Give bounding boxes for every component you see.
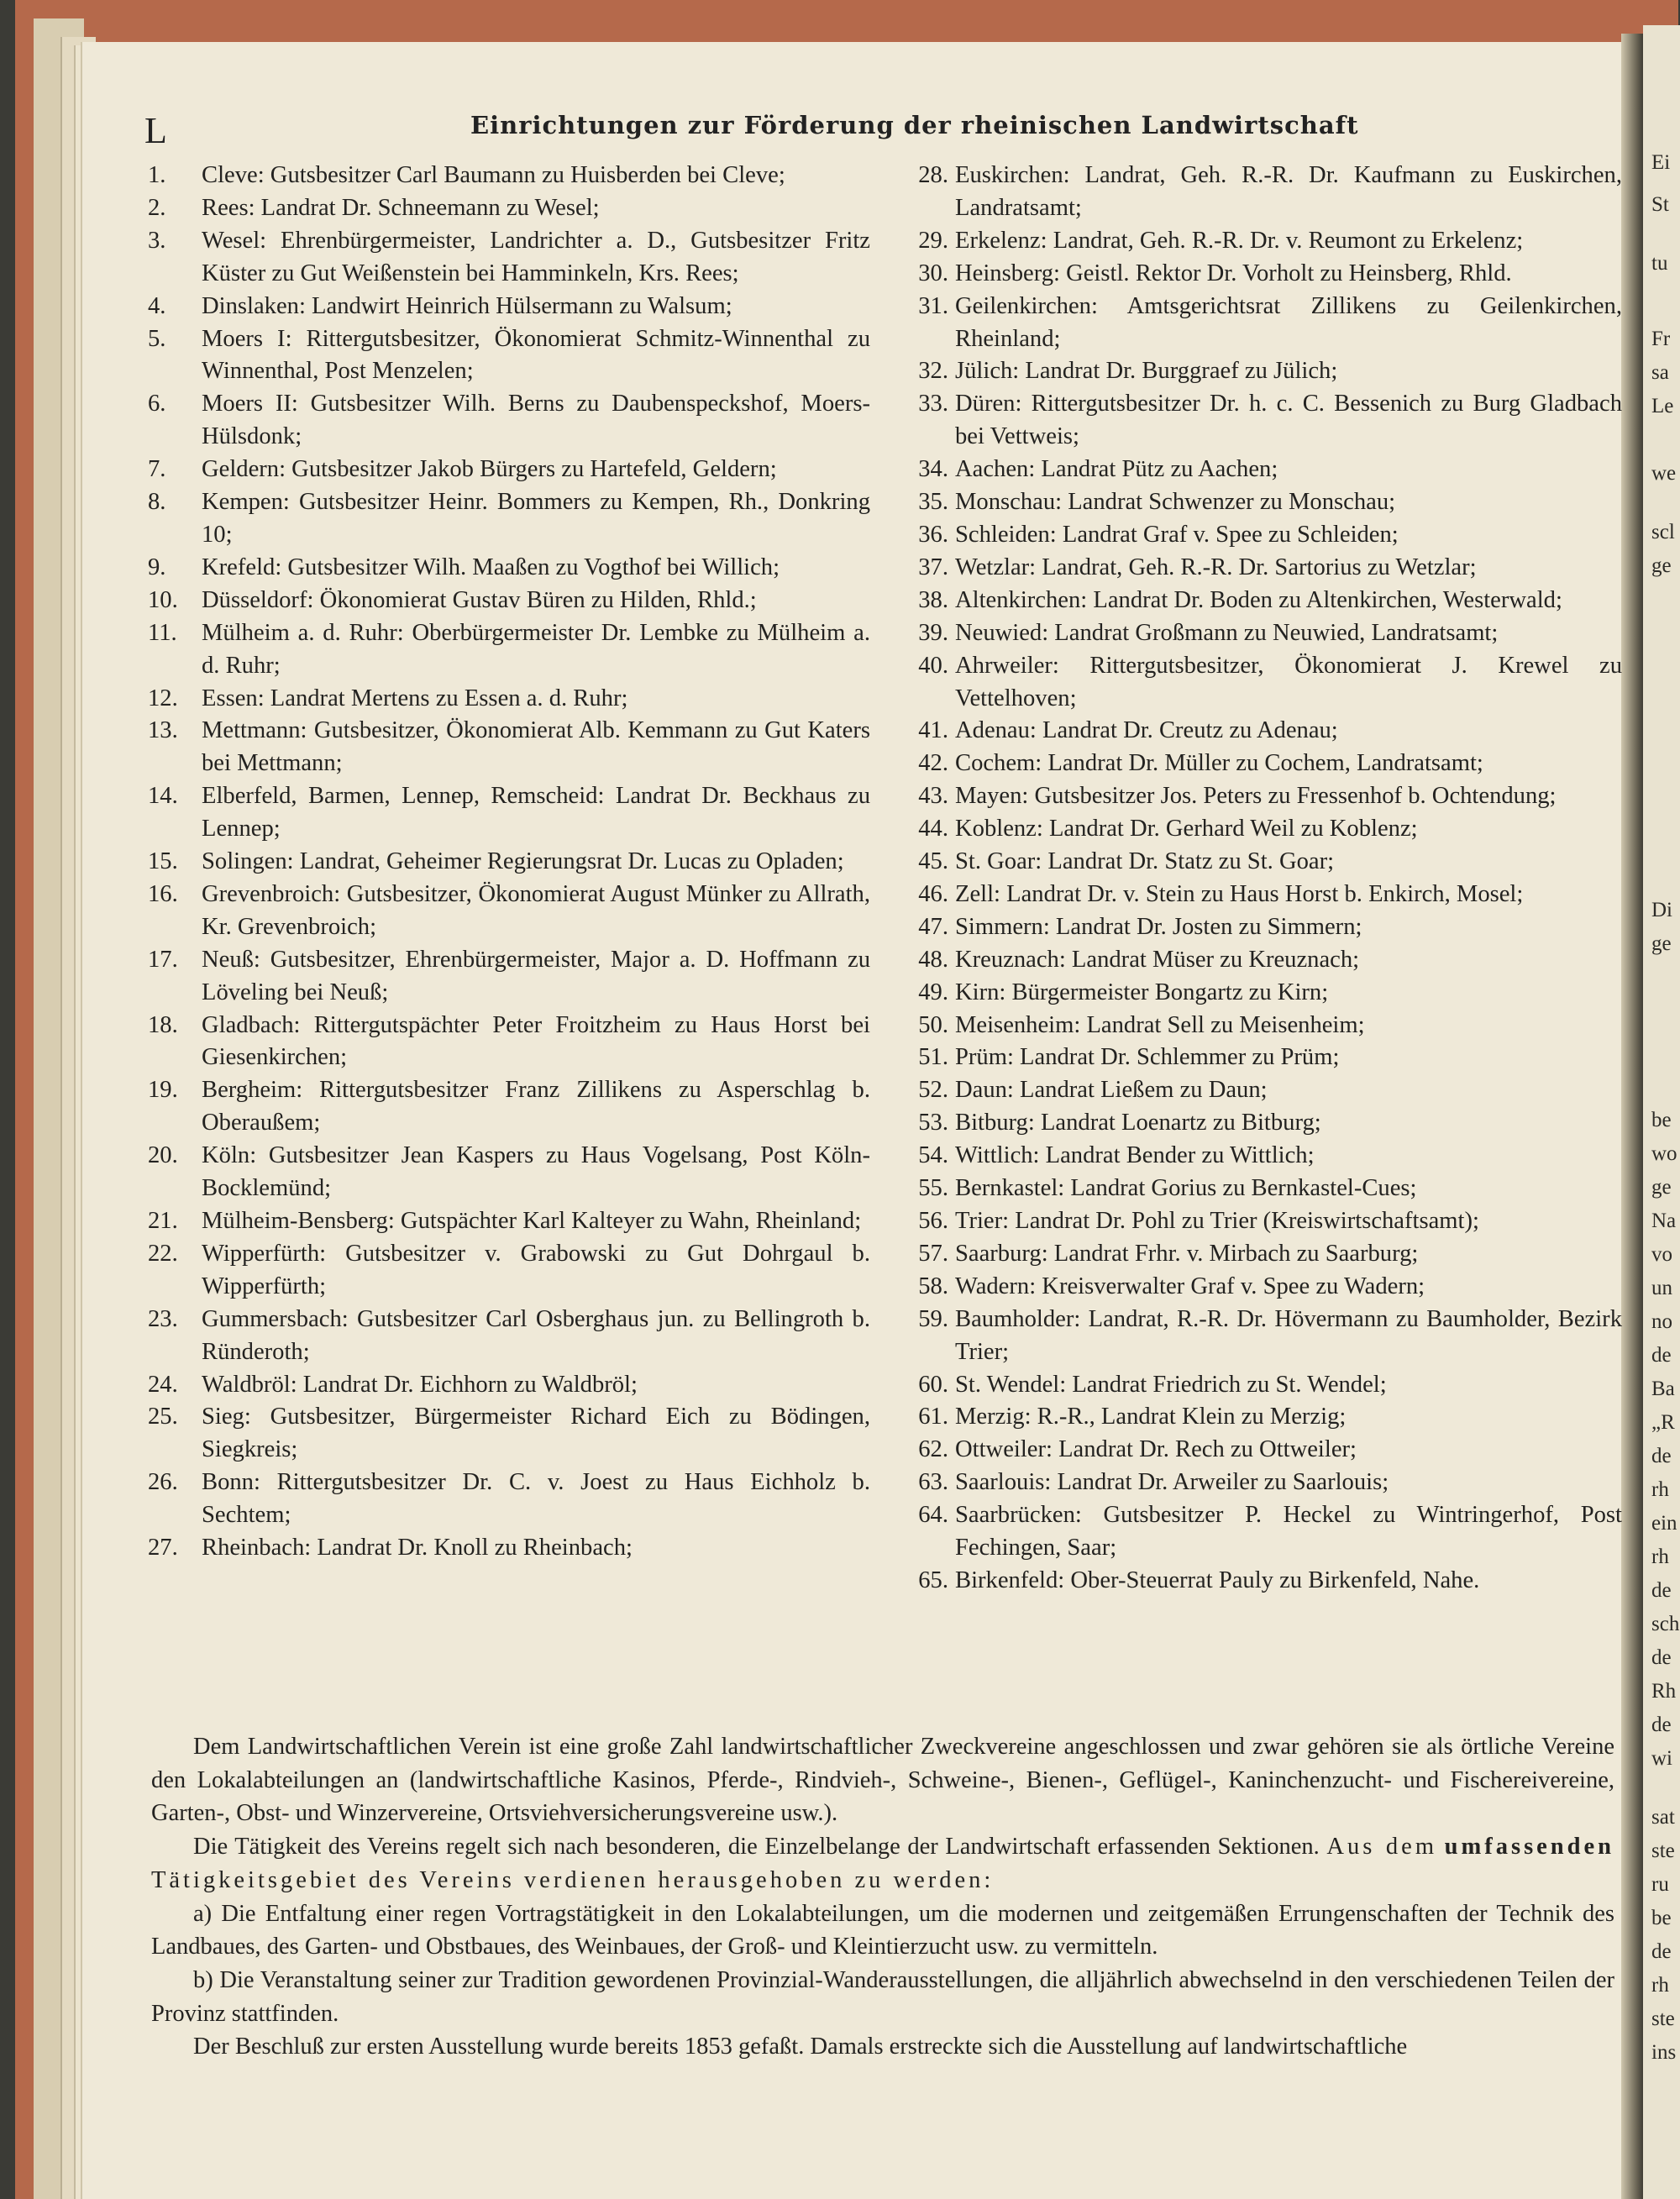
list-item-number: 11. — [148, 619, 177, 646]
list-item-number: 23. — [148, 1305, 178, 1332]
list-item-text: Kirn: Bürgermeister Bongartz zu Kirn; — [955, 979, 1329, 1005]
list-item — [901, 585, 1622, 617]
list-item-text: Solingen: Landrat, Geheimer Regierungsrat Dr. Lucas zu Opladen; — [202, 848, 844, 875]
list-item-text: Zell: Landrat Dr. v. Stein zu Haus Horst b. Enkirch, Mosel; — [955, 880, 1524, 907]
list-item-text: St. Wendel: Landrat Friedrich zu St. Wendel; — [955, 1371, 1387, 1398]
paragraph: Der Beschluß zur ersten Ausstellung wurde bereits 1853 gefaßt. Damals erstreckte sich die Ausstellung auf landwirtschaftliche — [193, 2034, 1408, 2060]
list-item-number: 55. — [918, 1175, 948, 1202]
list-item-number: 3. — [148, 227, 166, 254]
list-item — [901, 258, 1622, 291]
list-item — [901, 1173, 1622, 1205]
list-item-number: 30. — [918, 260, 948, 286]
list-item-text: Mettmann: Gutsbesitzer, Ökonomierat Alb. Kemmann zu Gut Katers bei Mettmann; — [202, 717, 870, 777]
list-item-text: Ottweiler: Landrat Dr. Rech zu Ottweiler; — [955, 1436, 1357, 1463]
list-item-number: 65. — [918, 1567, 948, 1593]
list-item-number: 51. — [918, 1044, 948, 1071]
facing-page-fragment: ge — [1651, 1176, 1672, 1199]
list-item — [148, 388, 870, 454]
list-item — [148, 585, 870, 617]
list-item-number: 54. — [918, 1142, 948, 1169]
facing-page-fragment: Ba — [1651, 1378, 1675, 1400]
list-item-text: Mülheim a. d. Ruhr: Oberbürgermeister Dr. Lembke zu Mülheim a. d. Ruhr; — [202, 619, 870, 679]
list-item — [148, 1401, 870, 1467]
list-item-number: 31. — [918, 292, 948, 319]
list-item — [901, 552, 1622, 585]
list-item — [148, 1238, 870, 1304]
facing-page-fragment: no — [1651, 1310, 1672, 1333]
list-item — [901, 1467, 1622, 1499]
list-item-number: 63. — [918, 1469, 948, 1496]
list-item-text: Heinsberg: Geistl. Rektor Dr. Vorholt zu Heinsberg, Rhld. — [955, 260, 1512, 286]
facing-page-fragment: be — [1651, 1907, 1672, 1929]
page-number: L — [144, 110, 167, 151]
list-item-text: Baumholder: Landrat, R.-R. Dr. Hövermann zu Baumholder, Bezirk Trier; — [955, 1305, 1622, 1365]
list-item-text: Koblenz: Landrat Dr. Gerhard Weil zu Koblenz; — [955, 816, 1418, 842]
list-item — [901, 1107, 1622, 1140]
list-item-text: Birkenfeld: Ober-Steuerrat Pauly zu Birkenfeld, Nahe. — [955, 1567, 1480, 1593]
list-item-text: Gummersbach: Gutsbesitzer Carl Osberghaus jun. zu Bellingroth b. Ründeroth; — [202, 1305, 870, 1365]
list-item-number: 8. — [148, 489, 166, 516]
list-item-number: 57. — [918, 1240, 948, 1267]
list-item-number: 64. — [918, 1502, 948, 1529]
list-item-text: St. Goar: Landrat Dr. Statz zu St. Goar; — [955, 848, 1335, 875]
facing-page-fragment: de — [1651, 1579, 1672, 1602]
list-item — [148, 1304, 870, 1369]
facing-page-fragment: Ei — [1651, 151, 1671, 174]
list-item — [901, 748, 1622, 780]
list-item-text: Euskirchen: Landrat, Geh. R.-R. Dr. Kaufmann zu Euskirchen, Landratsamt; — [955, 162, 1622, 221]
list-item — [901, 1434, 1622, 1467]
facing-page-fragment: sa — [1651, 361, 1669, 384]
list-item-text: Bernkastel: Landrat Gorius zu Bernkastel-Cues; — [955, 1175, 1417, 1202]
list-item-text: Rheinbach: Landrat Dr. Knoll zu Rheinbach; — [202, 1535, 633, 1561]
list-item — [148, 454, 870, 486]
list-item — [148, 1205, 870, 1238]
list-item-number: 6. — [148, 391, 166, 417]
list-item — [901, 879, 1622, 911]
list-item — [901, 944, 1622, 977]
list-item — [148, 160, 870, 192]
list-item-text: Kreuznach: Landrat Müser zu Kreuznach; — [955, 946, 1360, 973]
list-item — [901, 1074, 1622, 1107]
list-item-number: 34. — [918, 456, 948, 483]
paragraph: Dem Landwirtschaftlichen Verein ist eine große Zahl landwirtschaftlicher Zweckvereine angeschlossen und zwar gehören sie als örtliche Vereine den Lokalabteilungen an (landwirtschaftliche Kasinos, Pferde-, Rindvieh-, Schweine-, Bienen-, Geflügel-, Kaninchenzucht- und Fischereivereine, Garten-, Obst- und Winzervereine, Ortsviehversicherungsvereine usw.). — [151, 1734, 1614, 1827]
facing-page-fragment: sch — [1651, 1613, 1680, 1635]
list-item-text: Altenkirchen: Landrat Dr. Boden zu Altenkirchen, Westerwald; — [955, 586, 1562, 613]
list-item — [148, 1140, 870, 1205]
list-item — [148, 1532, 870, 1565]
list-item-text: Dinslaken: Landwirt Heinrich Hülsermann zu Walsum; — [202, 292, 732, 319]
list-item-number: 13. — [148, 717, 178, 744]
list-item-text: Adenau: Landrat Dr. Creutz zu Adenau; — [955, 717, 1338, 744]
list-item — [901, 225, 1622, 258]
list-item-number: 35. — [918, 489, 948, 516]
list-item — [901, 1205, 1622, 1238]
list-item-text: Erkelenz: Landrat, Geh. R.-R. Dr. v. Reumont zu Erkelenz; — [955, 227, 1524, 254]
list-item-number: 38. — [918, 586, 948, 613]
list-item-number: 32. — [918, 358, 948, 385]
list-item-number: 59. — [918, 1305, 948, 1332]
facing-page-fragment: Di — [1651, 899, 1672, 921]
list-item — [148, 879, 870, 944]
list-item-text: Mayen: Gutsbesitzer Jos. Peters zu Fressenhof b. Ochtendung; — [955, 783, 1557, 810]
facing-page-fragment: Rh — [1651, 1680, 1677, 1703]
list-item-number: 15. — [148, 848, 178, 875]
list-item — [901, 355, 1622, 388]
list-item — [901, 1401, 1622, 1434]
list-item — [148, 846, 870, 879]
list-item — [148, 1369, 870, 1402]
list-item-number: 24. — [148, 1371, 178, 1398]
list-item-number: 20. — [148, 1142, 178, 1169]
list-item-number: 4. — [148, 292, 166, 319]
facing-page-fragment: de — [1651, 1646, 1672, 1669]
body-text — [151, 1730, 1614, 2064]
list-item-number: 61. — [918, 1404, 948, 1430]
list-item-number: 52. — [918, 1077, 948, 1104]
list-item-text: Geilenkirchen: Amtsgerichtsrat Zillikens zu Geilenkirchen, Rheinland; — [955, 292, 1622, 352]
list-item-text: Geldern: Gutsbesitzer Jakob Bürgers zu Hartefeld, Geldern; — [202, 456, 777, 483]
list-item-text: Wittlich: Landrat Bender zu Wittlich; — [955, 1142, 1315, 1169]
facing-page-fragment: de — [1651, 1445, 1672, 1467]
facing-page-fragment: rh — [1651, 1546, 1669, 1568]
list-item-number: 33. — [918, 391, 948, 417]
list-item — [901, 650, 1622, 716]
list-item-text: Moers II: Gutsbesitzer Wilh. Berns zu Daubenspeckshof, Moers-Hülsdonk; — [202, 391, 870, 450]
list-item-number: 62. — [918, 1436, 948, 1463]
list-item-text: Bitburg: Landrat Loenartz zu Bitburg; — [955, 1110, 1321, 1136]
list-item — [148, 192, 870, 225]
facing-page-fragment: rh — [1651, 1478, 1669, 1501]
list-item-number: 49. — [918, 979, 948, 1005]
list-item — [901, 1042, 1622, 1074]
list-item — [901, 486, 1622, 519]
list-item-text: Meisenheim: Landrat Sell zu Meisenheim; — [955, 1011, 1365, 1038]
list-item-number: 14. — [148, 783, 178, 810]
facing-page-fragment: Le — [1651, 395, 1674, 417]
list-item — [901, 911, 1622, 944]
list-item — [901, 617, 1622, 650]
facing-page-fragment: ein — [1651, 1512, 1677, 1535]
list-item — [148, 291, 870, 323]
list-item-text: Ahrweiler: Rittergutsbesitzer, Ökonomierat J. Krewel zu Vettelhoven; — [955, 652, 1622, 711]
list-item-number: 26. — [148, 1469, 178, 1496]
list-item-text: Mülheim-Bensberg: Gutspächter Karl Kalteyer zu Wahn, Rheinland; — [202, 1208, 862, 1234]
facing-page-fragment: un — [1651, 1277, 1672, 1299]
list-item-number: 39. — [918, 619, 948, 646]
list-item-text: Cleve: Gutsbesitzer Carl Baumann zu Huisberden bei Cleve; — [202, 162, 785, 188]
paragraph: a) Die Entfaltung einer regen Vortragstätigkeit in den Lokalabteilungen, um die modernen und zeitgemäßen Errungenschaften der Technik des Landbaues, des Garten- und Obstbaues, des Weinbaues, der Groß- und Kleintierzucht usw. zu vermitteln. — [151, 1900, 1614, 1960]
list-item-text: Aachen: Landrat Pütz zu Aachen; — [955, 456, 1278, 483]
list-item-text: Bonn: Rittergutsbesitzer Dr. C. v. Joest zu Haus Eichholz b. Sechtem; — [202, 1469, 870, 1529]
facing-page-fragment: tu — [1651, 252, 1668, 275]
list-item — [901, 1010, 1622, 1042]
list-item-text: Daun: Landrat Ließem zu Daun; — [955, 1077, 1268, 1104]
list-item-text: Köln: Gutsbesitzer Jean Kaspers zu Haus Vogelsang, Post Köln-Bocklemünd; — [202, 1142, 870, 1202]
facing-page-fragment: „R — [1651, 1411, 1675, 1434]
list-item — [148, 1467, 870, 1532]
facing-page-fragment: we — [1651, 462, 1677, 485]
facing-page-fragment: ste — [1651, 2007, 1675, 2030]
list-item-text: Waldbröl: Landrat Dr. Eichhorn zu Waldbröl; — [202, 1371, 638, 1398]
facing-page-fragment: St — [1651, 193, 1669, 216]
list-item-number: 5. — [148, 325, 166, 352]
facing-page-fragment: vo — [1651, 1243, 1672, 1266]
list-item-number: 17. — [148, 946, 178, 973]
list-item-number: 2. — [148, 194, 166, 221]
list-item — [901, 1140, 1622, 1173]
list-item-text: Grevenbroich: Gutsbesitzer, Ökonomierat August Münker zu Allrath, Kr. Grevenbroich; — [202, 880, 870, 940]
list-item-text: Trier: Landrat Dr. Pohl zu Trier (Kreiswirtschaftsamt); — [955, 1208, 1479, 1234]
list-item — [901, 1499, 1622, 1565]
list-item — [901, 291, 1622, 356]
list-item-text: Krefeld: Gutsbesitzer Wilh. Maaßen zu Vogthof bei Willich; — [202, 554, 780, 580]
list-item — [148, 225, 870, 291]
list-item — [148, 486, 870, 552]
list-item-number: 16. — [148, 880, 178, 907]
list-item — [901, 1565, 1622, 1598]
list-item-number: 46. — [918, 880, 948, 907]
list-item-number: 19. — [148, 1077, 178, 1104]
list-item — [901, 813, 1622, 846]
paragraph: b) Die Veranstaltung seiner zur Tradition gewordenen Provinzial-Wanderausstellungen, die alljährlich abwechselnd in den verschiedenen Teilen der Provinz stattfinden. — [151, 1966, 1614, 2027]
facing-page-fragment: ge — [1651, 932, 1672, 955]
list-item-text: Rees: Landrat Dr. Schneemann zu Wesel; — [202, 194, 600, 221]
list-item-text: Merzig: R.-R., Landrat Klein zu Merzig; — [955, 1404, 1347, 1430]
list-item-number: 9. — [148, 554, 166, 580]
facing-page-fragment: wi — [1651, 1747, 1672, 1770]
list-item — [148, 683, 870, 716]
list-item — [901, 1238, 1622, 1271]
list-item-number: 28. — [918, 162, 948, 188]
facing-page-fragment: de — [1651, 1344, 1672, 1367]
facing-page-fragment: de — [1651, 1940, 1672, 1963]
list-item — [148, 1010, 870, 1075]
list-item-text: Wesel: Ehrenbürgermeister, Landrichter a. D., Gutsbesitzer Fritz Küster zu Gut Weißenstein bei Hamminkeln, Krs. Rees; — [202, 227, 870, 286]
list-item-number: 44. — [918, 816, 948, 842]
list-item-text: Düsseldorf: Ökonomierat Gustav Büren zu Hilden, Rhld.; — [202, 586, 757, 613]
list-item-text: Monschau: Landrat Schwenzer zu Monschau; — [955, 489, 1396, 516]
list-item-number: 58. — [918, 1273, 948, 1299]
list-item — [901, 846, 1622, 879]
facing-page-fragment: de — [1651, 1714, 1672, 1736]
list-item-text: Elberfeld, Barmen, Lennep, Remscheid: Landrat Dr. Beckhaus zu Lennep; — [202, 783, 870, 842]
facing-page-fragment: scl — [1651, 521, 1675, 543]
list-item-text: Wetzlar: Landrat, Geh. R.-R. Dr. Sartorius zu Wetzlar; — [955, 554, 1477, 580]
list-item-number: 45. — [918, 848, 948, 875]
list-item-number: 36. — [918, 521, 948, 548]
list-item-number: 10. — [148, 586, 178, 613]
list-item-number: 37. — [918, 554, 948, 580]
paragraph: Die Tätigkeit des Vereins regelt sich nach besonderen, die Einzelbelange der Landwirtschaft erfassenden Sektionen. Aus dem umfassenden Tätigkeitsgebiet des Vereins verdienen herausgehoben zu werden: — [151, 1834, 1615, 1893]
list-item-text: Düren: Rittergutsbesitzer Dr. h. c. C. Bessenich zu Burg Gladbach bei Vettweis; — [955, 391, 1622, 450]
list-item — [148, 617, 870, 683]
list-item-number: 50. — [918, 1011, 948, 1038]
list-item-number: 42. — [918, 750, 948, 777]
list-item-text: Saarlouis: Landrat Dr. Arweiler zu Saarlouis; — [955, 1469, 1389, 1496]
running-head: Einrichtungen zur Förderung der rheinischen Landwirtschaft — [470, 111, 1359, 139]
list-item-number: 25. — [148, 1404, 178, 1430]
list-item-text: Gladbach: Rittergutspächter Peter Froitzheim zu Haus Horst bei Giesenkirchen; — [202, 1011, 870, 1071]
list-item-text: Prüm: Landrat Dr. Schlemmer zu Prüm; — [955, 1044, 1340, 1071]
list-item-text: Essen: Landrat Mertens zu Essen a. d. Ruhr; — [202, 685, 628, 711]
right-column-list — [901, 160, 1622, 1598]
list-item — [901, 1304, 1622, 1369]
list-item — [148, 323, 870, 389]
facing-page-fragment: Fr — [1651, 328, 1671, 350]
list-item-text: Schleiden: Landrat Graf v. Spee zu Schleiden; — [955, 521, 1399, 548]
list-item — [901, 1271, 1622, 1304]
list-item-number: 60. — [918, 1371, 948, 1398]
list-item — [148, 780, 870, 846]
list-item-text: Saarbrücken: Gutsbesitzer P. Heckel zu Wintringerhof, Post Fechingen, Saar; — [955, 1502, 1622, 1561]
list-item-text: Simmern: Landrat Dr. Josten zu Simmern; — [955, 913, 1362, 940]
list-item — [148, 552, 870, 585]
list-item-number: 12. — [148, 685, 178, 711]
facing-page-fragment: ru — [1651, 1873, 1669, 1896]
list-item-text: Jülich: Landrat Dr. Burggraef zu Jülich; — [955, 358, 1338, 385]
list-item-text: Wadern: Kreisverwalter Graf v. Spee zu Wadern; — [955, 1273, 1425, 1299]
list-item — [148, 715, 870, 780]
list-item-number: 41. — [918, 717, 948, 744]
left-column-list — [148, 160, 870, 1565]
list-item-text: Cochem: Landrat Dr. Müller zu Cochem, Landratsamt; — [955, 750, 1483, 777]
list-item-text: Saarburg: Landrat Frhr. v. Mirbach zu Saarburg; — [955, 1240, 1419, 1267]
list-item-text: Bergheim: Rittergutsbesitzer Franz Zillikens zu Asperschlag b. Oberaußem; — [202, 1077, 870, 1136]
list-item — [901, 715, 1622, 748]
list-item — [148, 944, 870, 1010]
list-item — [901, 388, 1622, 454]
list-item — [901, 977, 1622, 1010]
list-item — [148, 1074, 870, 1140]
list-item-number: 48. — [918, 946, 948, 973]
facing-page-fragment: ins — [1651, 2041, 1677, 2064]
list-item — [901, 160, 1622, 225]
list-item-number: 27. — [148, 1535, 178, 1561]
list-item-number: 43. — [918, 783, 948, 810]
facing-page-fragment: ste — [1651, 1839, 1675, 1862]
list-item-number: 22. — [148, 1240, 178, 1267]
facing-page-fragment: Na — [1651, 1210, 1677, 1232]
facing-page-fragment: wo — [1651, 1142, 1677, 1165]
list-item-text: Neuwied: Landrat Großmann zu Neuwied, Landratsamt; — [955, 619, 1499, 646]
list-item-text: Sieg: Gutsbesitzer, Bürgermeister Richard Eich zu Bödingen, Siegkreis; — [202, 1404, 870, 1463]
list-item-number: 29. — [918, 227, 948, 254]
book-gutter — [1621, 34, 1643, 2199]
list-item-number: 21. — [148, 1208, 178, 1234]
list-item-text: Wipperfürth: Gutsbesitzer v. Grabowski zu Gut Dohrgaul b. Wipperfürth; — [202, 1240, 870, 1299]
facing-page-edge — [1643, 25, 1680, 2199]
list-item-number: 1. — [148, 162, 166, 188]
list-item-text: Kempen: Gutsbesitzer Heinr. Bommers zu Kempen, Rh., Donkring 10; — [202, 489, 870, 548]
facing-page-fragment: sat — [1651, 1806, 1675, 1829]
facing-page-fragment: ge — [1651, 554, 1672, 577]
list-item-number: 40. — [918, 652, 948, 679]
list-item — [901, 454, 1622, 486]
list-item — [901, 780, 1622, 813]
list-item-number: 47. — [918, 913, 948, 940]
list-item-number: 18. — [148, 1011, 178, 1038]
list-item-number: 56. — [918, 1208, 948, 1234]
list-item-number: 53. — [918, 1110, 948, 1136]
list-item — [901, 1369, 1622, 1402]
list-item-text: Neuß: Gutsbesitzer, Ehrenbürgermeister, Major a. D. Hoffmann zu Löveling bei Neuß; — [202, 946, 870, 1005]
facing-page-fragment: be — [1651, 1109, 1672, 1131]
list-item — [901, 519, 1622, 552]
list-item-number: 7. — [148, 456, 166, 483]
list-item-text: Moers I: Rittergutsbesitzer, Ökonomierat Schmitz-Winnenthal zu Winnenthal, Post Menzelen; — [202, 325, 870, 385]
facing-page-fragment: rh — [1651, 1974, 1669, 1997]
